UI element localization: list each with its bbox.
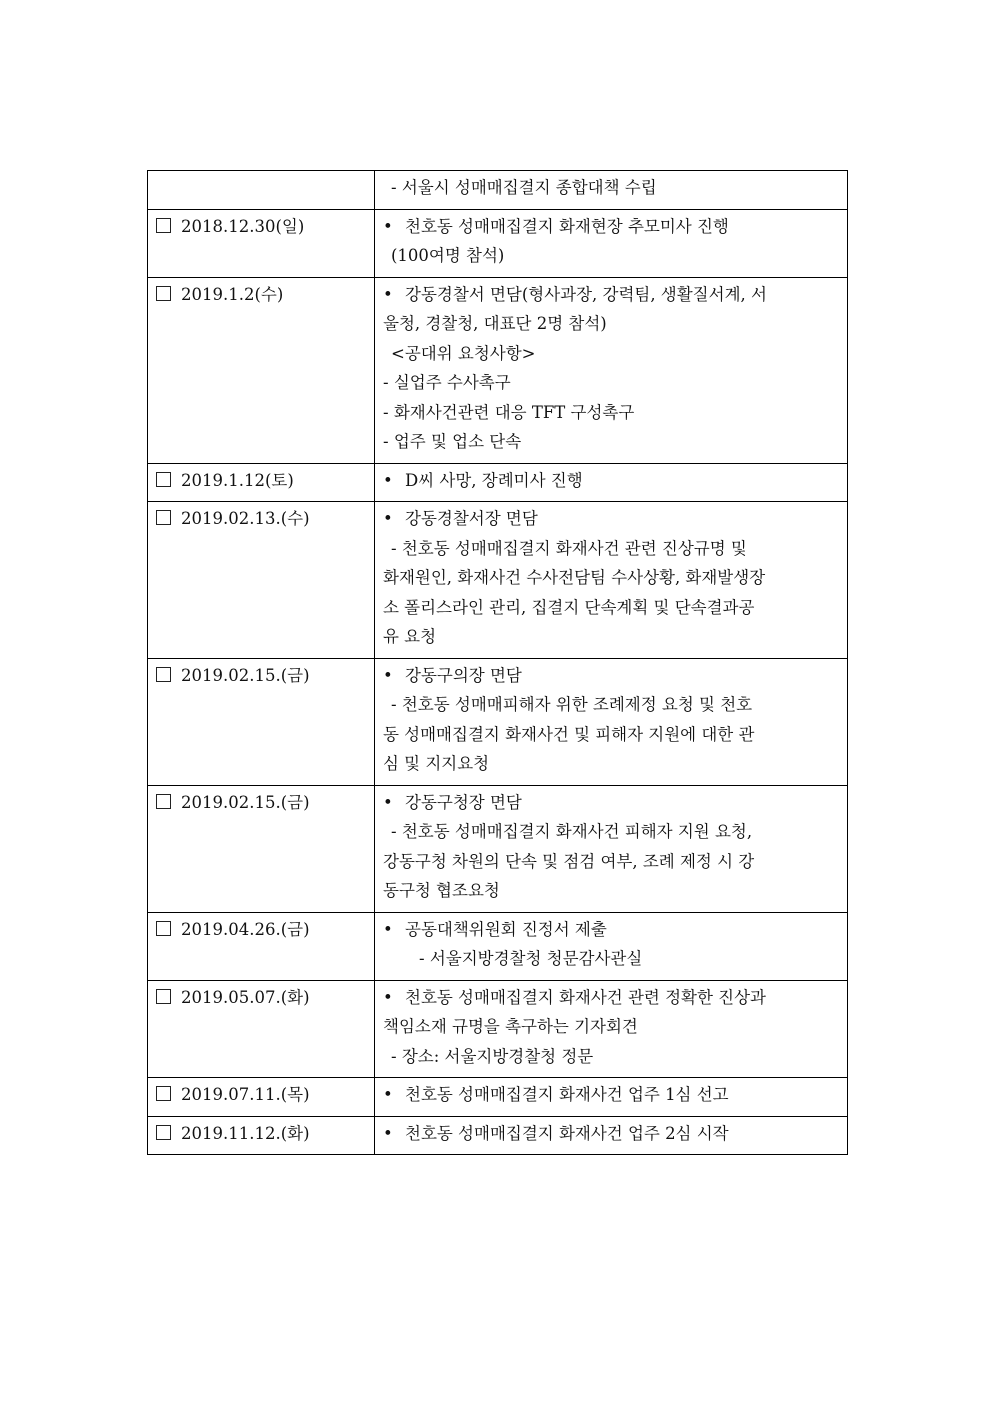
bullet-line: • 강동구의장 면담 xyxy=(383,661,838,691)
detail-line: - 장소: 서울지방경찰청 정문 xyxy=(391,1046,594,1066)
description-cell xyxy=(375,912,848,980)
description-cell xyxy=(375,1116,848,1155)
date-cell xyxy=(148,1116,375,1155)
detail-line: 동구청 협조요청 xyxy=(383,881,500,900)
bullet-line: • 강동구청장 면담 xyxy=(383,788,838,818)
checkbox-square-icon xyxy=(156,1086,171,1101)
description-cell xyxy=(375,277,848,463)
event-date: 2019.02.15.(금) xyxy=(181,665,310,685)
event-date: 2019.07.11.(목) xyxy=(181,1085,310,1104)
detail-line: 화재원인, 화재사건 수사전담팀 수사상황, 화재발생장 xyxy=(383,568,766,587)
event-date: 2019.11.12.(화) xyxy=(181,1123,310,1143)
bullet-line: • D씨 사망, 장례미사 진행 xyxy=(383,466,838,496)
date-cell xyxy=(148,912,375,980)
detail-line: - 업주 및 업소 단속 xyxy=(383,432,522,451)
description-cell xyxy=(375,502,848,659)
timeline-row xyxy=(148,502,848,659)
event-date: 2018.12.30(일) xyxy=(181,216,305,236)
bullet-line: • 천호동 성매매집결지 화재현장 추모미사 진행 xyxy=(383,212,838,242)
date-cell xyxy=(148,502,375,659)
event-date: 2019.1.2(수) xyxy=(181,284,284,304)
detail-line: (100여명 참석) xyxy=(391,246,505,265)
detail-line: 책임소재 규명을 촉구하는 기자회견 xyxy=(383,1017,638,1036)
timeline-row xyxy=(148,463,848,502)
detail-line: - 천호동 성매매집결지 화재사건 피해자 지원 요청, xyxy=(391,822,753,841)
date-cell xyxy=(148,171,375,210)
date-cell xyxy=(148,785,375,912)
checkbox-square-icon xyxy=(156,989,171,1004)
detail-line: 울청, 경찰청, 대표단 2명 참석) xyxy=(383,314,607,333)
description-cell xyxy=(375,209,848,277)
bullet-line: • 강동경찰서 면담(형사과장, 강력팀, 생활질서계, 서 xyxy=(383,280,838,310)
date-cell xyxy=(148,980,375,1078)
detail-line: - 실업주 수사촉구 xyxy=(383,373,511,392)
checkbox-square-icon xyxy=(156,667,171,682)
date-cell xyxy=(148,658,375,785)
timeline-row xyxy=(148,209,848,277)
date-cell xyxy=(148,463,375,502)
detail-line: 동 성매매집결지 화재사건 및 피해자 지원에 대한 관 xyxy=(383,724,755,744)
description-cell xyxy=(375,658,848,785)
detail-line: 소 폴리스라인 관리, 집결지 단속계획 및 단속결과공 xyxy=(383,597,755,617)
bullet-line: • 천호동 성매매집결지 화재사건 관련 정확한 진상과 xyxy=(383,983,838,1013)
description-cell xyxy=(375,980,848,1078)
timeline-table xyxy=(147,170,848,1155)
description-cell xyxy=(375,463,848,502)
checkbox-square-icon xyxy=(156,510,171,525)
event-date: 2019.04.26.(금) xyxy=(181,919,310,939)
checkbox-square-icon xyxy=(156,921,171,936)
description-cell xyxy=(375,171,848,210)
date-cell xyxy=(148,277,375,463)
event-date: 2019.02.15.(금) xyxy=(181,792,310,812)
timeline-row xyxy=(148,1116,848,1155)
event-date: 2019.05.07.(화) xyxy=(181,987,310,1007)
date-cell xyxy=(148,1078,375,1117)
checkbox-square-icon xyxy=(156,218,171,233)
timeline-row xyxy=(148,785,848,912)
detail-line: - 서울시 성매매집결지 종합대책 수립 xyxy=(391,178,657,197)
timeline-row xyxy=(148,277,848,463)
timeline-row xyxy=(148,171,848,210)
date-cell xyxy=(148,209,375,277)
checkbox-square-icon xyxy=(156,286,171,301)
timeline-row xyxy=(148,658,848,785)
checkbox-square-icon xyxy=(156,794,171,809)
detail-line: 강동구청 차원의 단속 및 점검 여부, 조례 제정 시 강 xyxy=(383,851,755,871)
detail-line: <공대위 요청사항> xyxy=(391,343,536,363)
timeline-row xyxy=(148,980,848,1078)
detail-line: - 천호동 성매매피해자 위한 조례제정 요청 및 천호 xyxy=(391,695,753,714)
detail-line: 심 및 지지요청 xyxy=(383,754,490,773)
timeline-row xyxy=(148,1078,848,1117)
detail-line: 유 요청 xyxy=(383,627,437,646)
bullet-line: • 공동대책위원회 진정서 제출 xyxy=(383,915,838,945)
bullet-line: • 강동경찰서장 면담 xyxy=(383,504,838,534)
event-date: 2019.1.12(토) xyxy=(181,470,294,490)
checkbox-square-icon xyxy=(156,472,171,487)
detail-line: - 천호동 성매매집결지 화재사건 관련 진상규명 및 xyxy=(391,538,747,558)
bullet-line: • 천호동 성매매집결지 화재사건 업주 2심 시작 xyxy=(383,1119,838,1149)
description-cell xyxy=(375,1078,848,1117)
description-cell xyxy=(375,785,848,912)
timeline-row xyxy=(148,912,848,980)
checkbox-square-icon xyxy=(156,1125,171,1140)
event-date: 2019.02.13.(수) xyxy=(181,509,310,528)
detail-line: - 화재사건관련 대응 TFT 구성촉구 xyxy=(383,402,635,422)
bullet-line: • 천호동 성매매집결지 화재사건 업주 1심 선고 xyxy=(383,1080,838,1110)
detail-line: - 서울지방경찰청 청문감사관실 xyxy=(419,949,643,968)
